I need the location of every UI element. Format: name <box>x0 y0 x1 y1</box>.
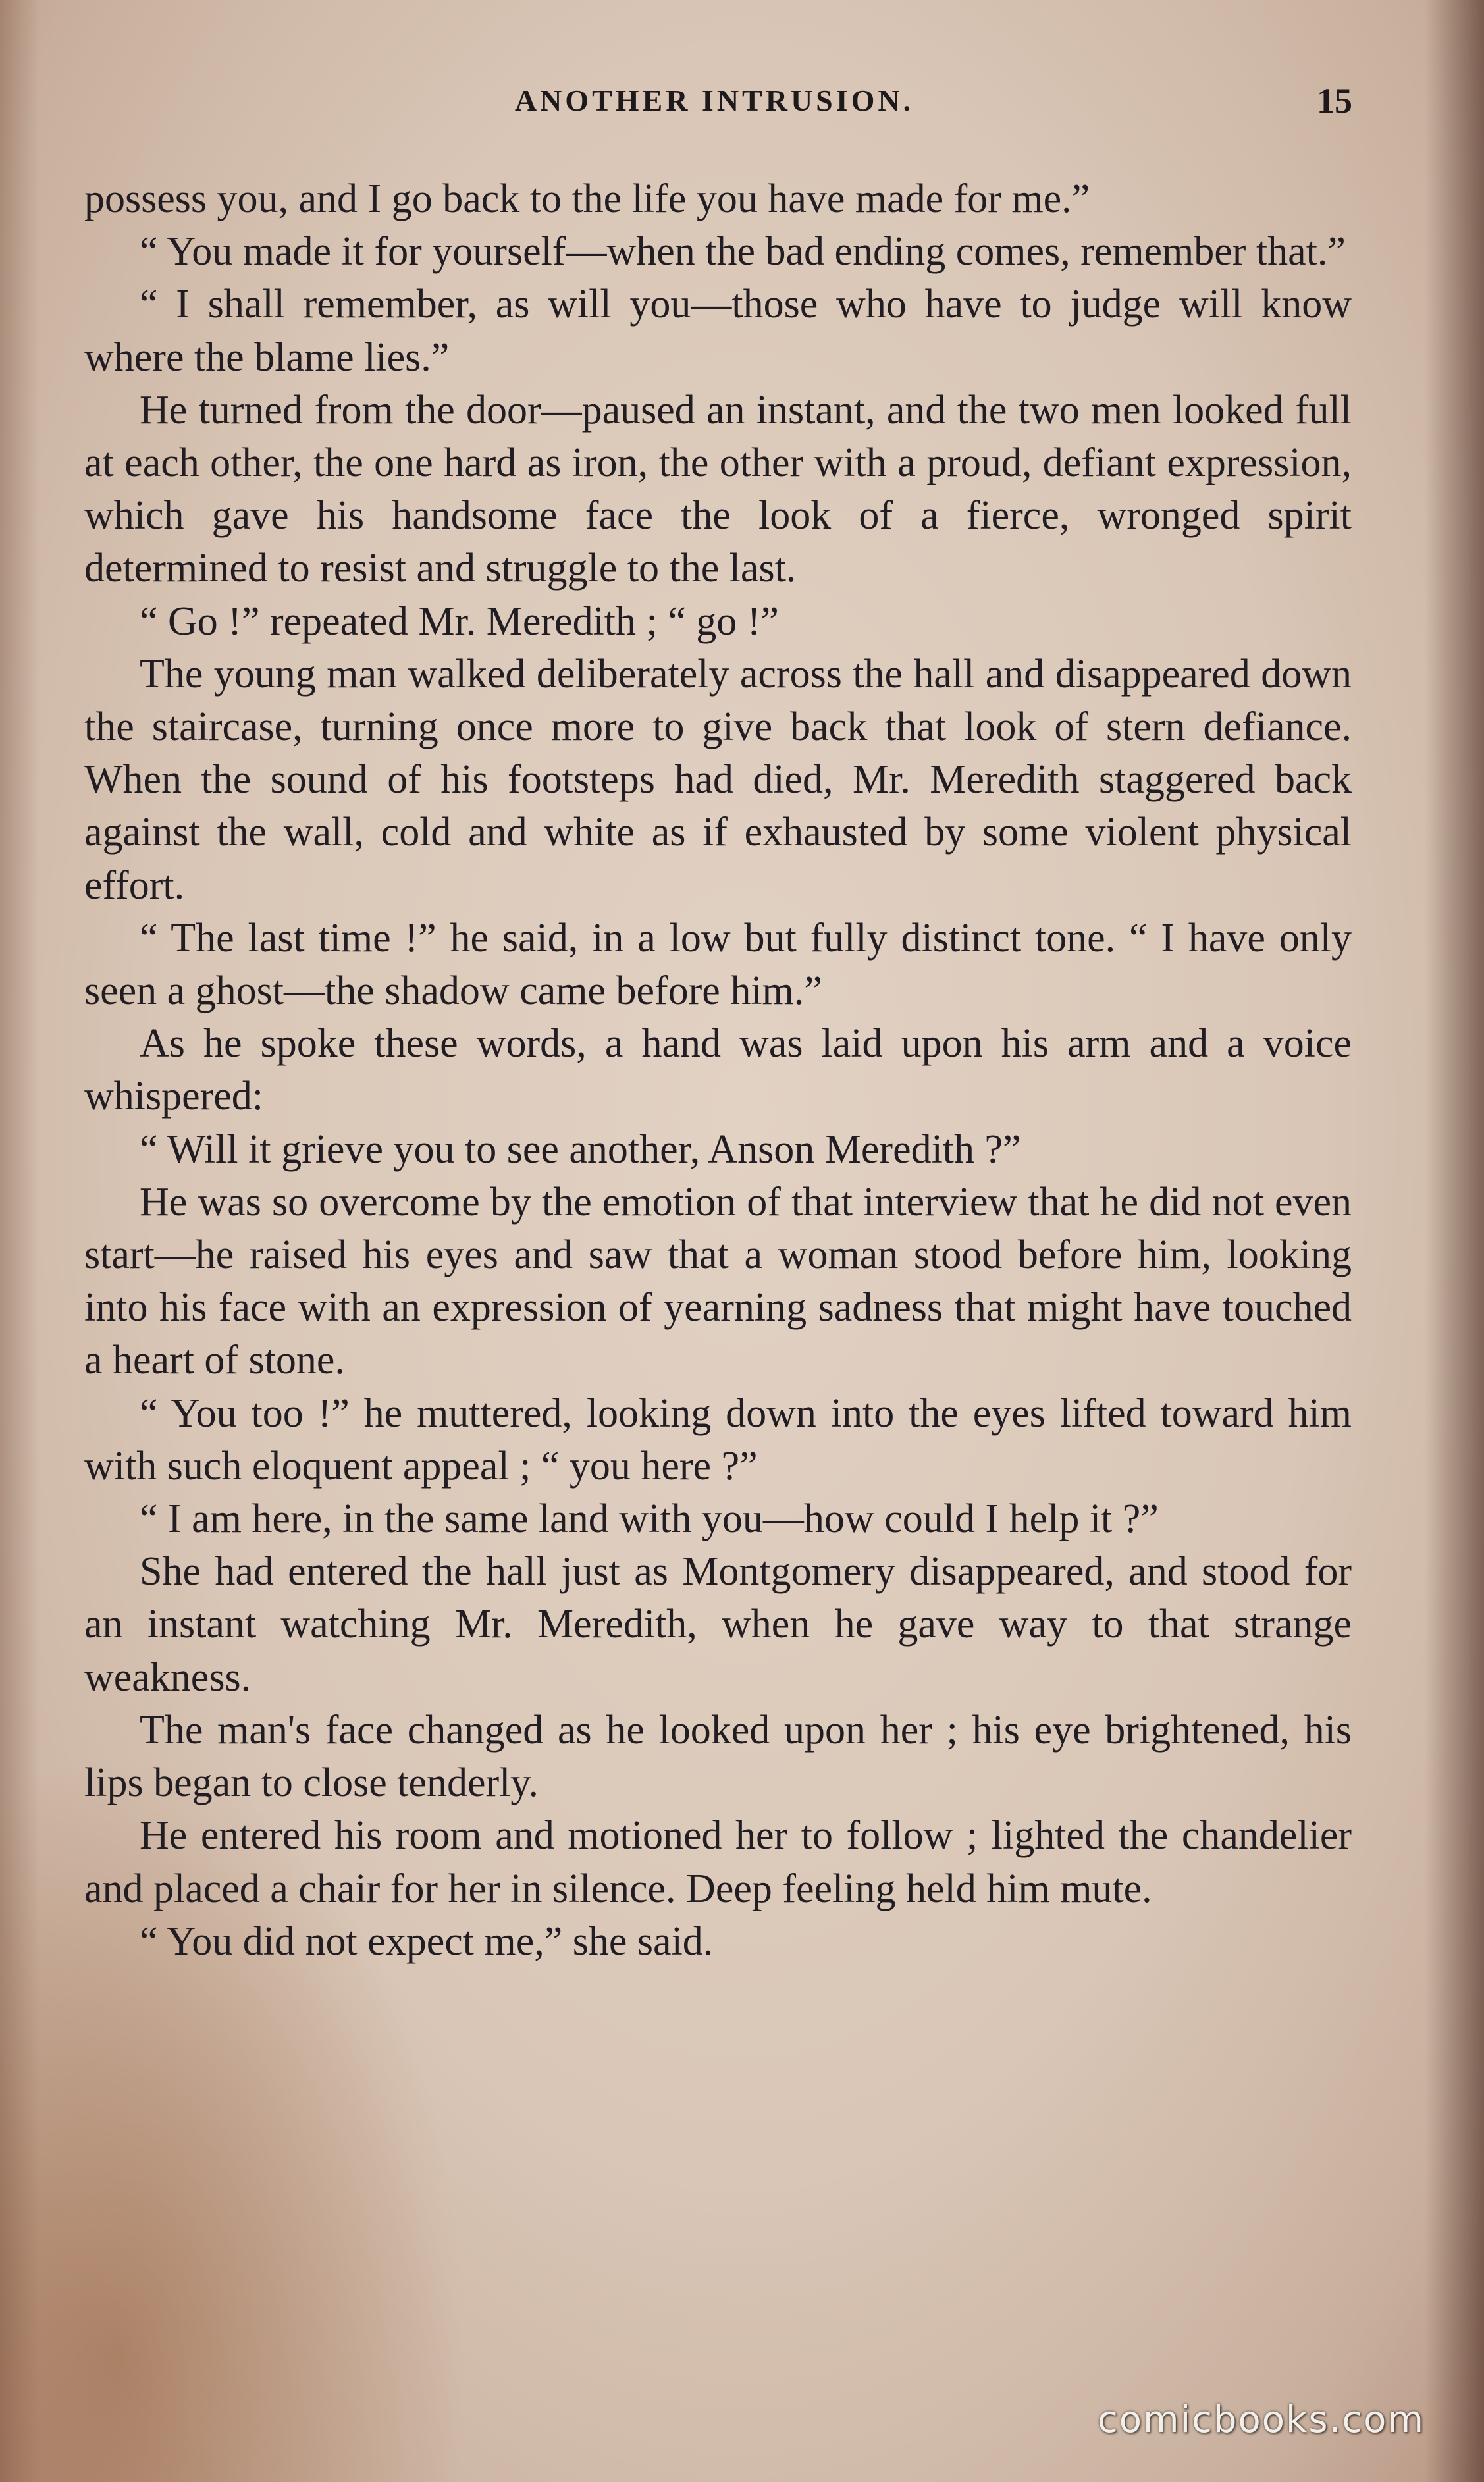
paragraph: He turned from the door—paused an instant, and the two men looked full at each other, the one hard as iron, the other with a proud, defiant expression, which gave his handsome face the look of a fierce, wronged spirit determined to resist and struggle to the last. <box>84 387 1352 591</box>
paragraph: “ You did not expect me,” she said. <box>140 1918 714 1964</box>
paragraph: She had entered the hall just as Montgomery disappeared, and stood for an instant watching Mr. Meredith, when he gave way to that strange weakness. <box>84 1549 1352 1700</box>
running-title: ANOTHER INTRUSION. <box>514 84 914 117</box>
paragraph: The young man walked deliberately across the hall and disappeared down the staircase, turning once more to give back that look of stern defiance. When the sound of his footsteps had died, Mr. Meredith staggered back against the wall, cold and white as if exhausted by some violent physical effort. <box>84 651 1352 908</box>
page-body <box>84 172 1352 1968</box>
paragraph: “ You too !” he muttered, looking down into the eyes lifted toward him with such eloquent appeal ; “ you here ?” <box>84 1390 1352 1489</box>
paragraph: “ I am here, in the same land with you—how could I help it ?” <box>140 1496 1159 1542</box>
paragraph: “ Will it grieve you to see another, Anson Meredith ?” <box>140 1126 1021 1172</box>
paragraph: He entered his room and motioned her to follow ; lighted the chandelier and placed a chair for her in silence. Deep feeling held him mute. <box>84 1813 1352 1911</box>
paragraph: “ I shall remember, as will you—those who have to judge will know where the blame lies.” <box>84 282 1352 380</box>
paragraph: possess you, and I go back to the life you have made for me.” <box>84 176 1090 221</box>
paragraph: He was so overcome by the emotion of that interview that he did not even start—he raised his eyes and saw that a woman stood before him, looking into his face with an expression of yearning sadness that might have touched a heart of stone. <box>84 1179 1352 1383</box>
paragraph: The man's face changed as he looked upon her ; his eye brightened, his lips began to close tenderly. <box>84 1707 1352 1806</box>
page-number: 15 <box>1317 81 1352 120</box>
paragraph: “ You made it for yourself—when the bad ending comes, remember that.” <box>140 229 1346 275</box>
paragraph: As he spoke these words, a hand was laid upon his arm and a voice whispered: <box>84 1021 1352 1119</box>
running-head <box>0 78 1484 124</box>
watermark: comicbooks.com <box>1097 2398 1425 2441</box>
paragraph: “ The last time !” he said, in a low but fully distinct tone. “ I have only seen a ghost—the shadow came before him.” <box>84 915 1352 1014</box>
paragraph: “ Go !” repeated Mr. Meredith ; “ go !” <box>140 598 779 644</box>
